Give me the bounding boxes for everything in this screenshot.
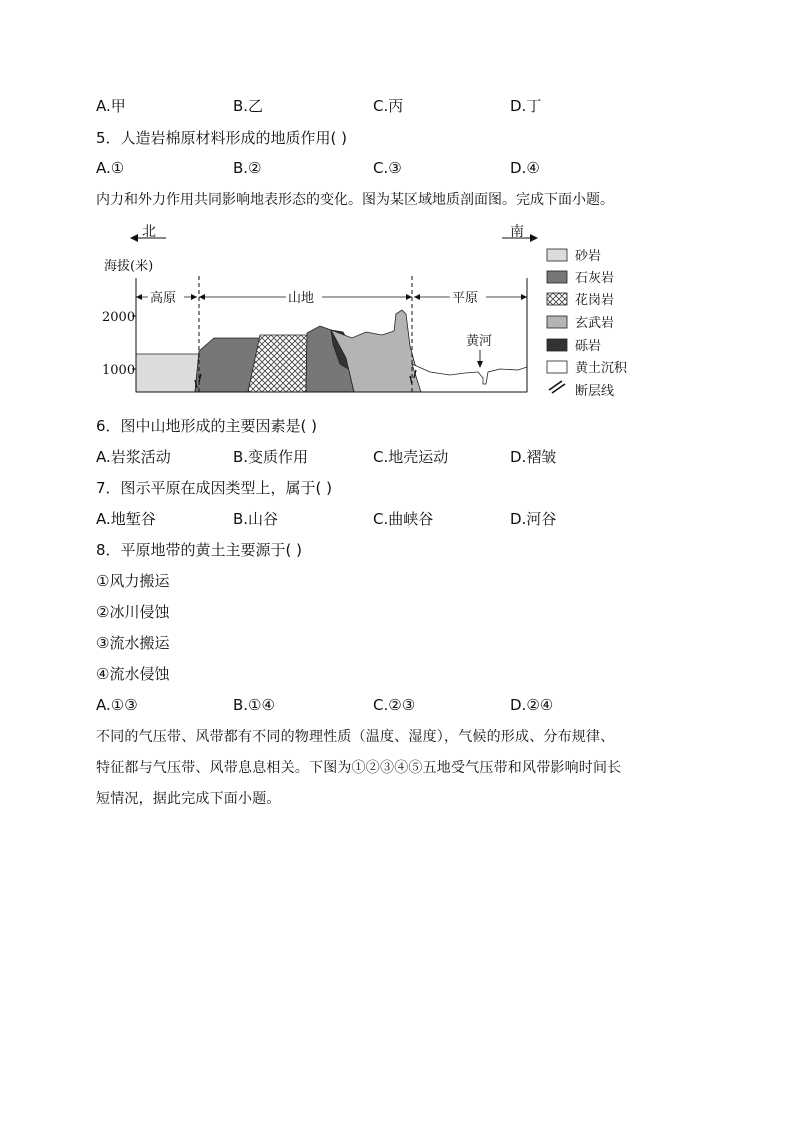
q8-item-4: ④流水侵蚀 <box>96 665 170 683</box>
q8-option-a[interactable]: A.①③ <box>96 696 138 714</box>
legend-granite: 花岗岩 <box>575 293 615 308</box>
legend-basalt: 玄武岩 <box>575 316 615 331</box>
south-label: 南 <box>510 224 524 240</box>
intro-paragraph-2-line-3: 短情况，据此完成下面小题。 <box>96 791 281 807</box>
y-axis-label: 海拔(米) <box>104 259 154 274</box>
q7-option-a[interactable]: A.地堑谷 <box>96 510 156 528</box>
legend-conglomerate: 砾岩 <box>575 339 602 354</box>
north-label: 北 <box>142 224 156 240</box>
region-plain-label: 平原 <box>452 291 479 306</box>
q4-option-c[interactable]: C.丙 <box>373 97 404 115</box>
legend-loess: 黄土沉积 <box>575 361 628 376</box>
intro-paragraph-2 <box>96 722 706 815</box>
south-arrow <box>502 223 538 242</box>
intro-paragraph-2-line-1: 不同的气压带、风带都有不同的物理性质（温度、湿度），气候的形成、分布规律、 <box>96 729 615 745</box>
q7-option-b[interactable]: B.山谷 <box>233 510 279 528</box>
geologic-cross-section <box>100 218 640 404</box>
north-arrow <box>130 224 166 242</box>
q8-stem: 8．平原地带的黄土主要源于( ) <box>96 541 303 559</box>
loess-layer <box>412 364 527 392</box>
q7-option-c[interactable]: C.曲峡谷 <box>373 510 434 528</box>
sandstone-layer <box>136 354 199 392</box>
q5-stem: 5．人造岩棉原材料形成的地质作用( ) <box>96 129 348 147</box>
region-mountain-label: 山地 <box>288 291 315 306</box>
river-label: 黄河 <box>466 334 493 349</box>
q4-option-d[interactable]: D.丁 <box>510 97 542 115</box>
q7-stem: 7．图示平原在成因类型上，属于( ) <box>96 479 333 497</box>
q7-option-d[interactable]: D.河谷 <box>510 510 557 528</box>
q6-option-c[interactable]: C.地壳运动 <box>373 448 449 466</box>
tick-1000: 1000 <box>102 363 136 378</box>
q8-option-b[interactable]: B.①④ <box>233 696 275 714</box>
fault-legend-icon <box>549 381 565 393</box>
region-plateau-label: 高原 <box>150 291 177 306</box>
q6-stem: 6．图中山地形成的主要因素是( ) <box>96 417 318 435</box>
q4-option-a[interactable]: A.甲 <box>96 97 126 115</box>
q6-option-a[interactable]: A.岩浆活动 <box>96 448 171 466</box>
legend-sandstone: 砂岩 <box>575 249 602 264</box>
intro-paragraph-1: 内力和外力作用共同影响地表形态的变化。图为某区域地质剖面图。完成下面小题。 <box>96 192 614 208</box>
legend-limestone: 石灰岩 <box>575 271 615 286</box>
q4-option-b[interactable]: B.乙 <box>233 97 264 115</box>
q8-item-2: ②冰川侵蚀 <box>96 603 170 621</box>
region-markers <box>136 288 527 306</box>
q5-option-c[interactable]: C.③ <box>373 159 402 177</box>
q8-option-c[interactable]: C.②③ <box>373 696 416 714</box>
tick-2000: 2000 <box>102 310 136 325</box>
q8-item-3: ③流水搬运 <box>96 634 170 652</box>
q5-option-d[interactable]: D.④ <box>510 159 540 177</box>
intro-paragraph-2-line-2: 特征都与气压带、风带息息相关。下图为①②③④⑤五地受气压带和风带影响时间长 <box>96 760 622 776</box>
legend-fault: 断层线 <box>575 384 615 399</box>
q8-option-d[interactable]: D.②④ <box>510 696 554 714</box>
q5-option-b[interactable]: B.② <box>233 159 262 177</box>
legend <box>547 248 628 399</box>
q6-option-b[interactable]: B.变质作用 <box>233 448 309 466</box>
q5-option-a[interactable]: A.① <box>96 159 125 177</box>
q8-item-1: ①风力搬运 <box>96 572 170 590</box>
q6-option-d[interactable]: D.褶皱 <box>510 448 557 466</box>
